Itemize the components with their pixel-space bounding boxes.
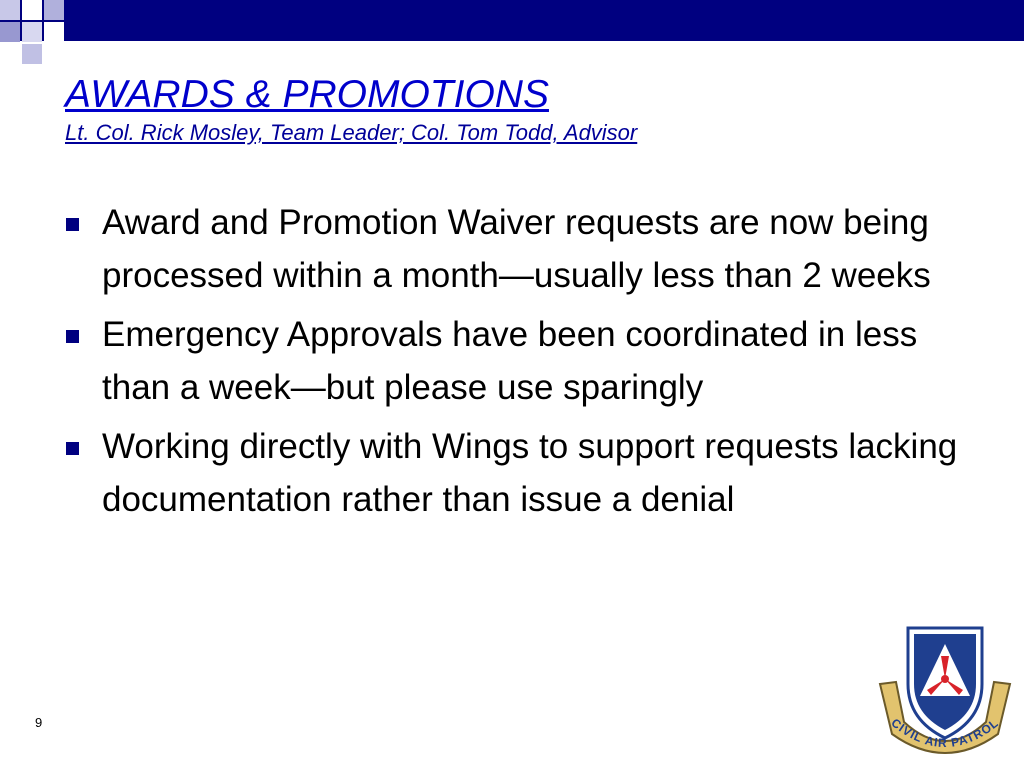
square-bullet-icon [66, 442, 79, 455]
square-bullet-icon [66, 330, 79, 343]
civil-air-patrol-emblem-icon [874, 622, 1016, 764]
deco-square [22, 22, 42, 42]
deco-square [44, 22, 64, 42]
deco-square [22, 0, 42, 20]
bullet-list [62, 196, 982, 532]
top-bar [0, 0, 1024, 41]
bullet-item [62, 308, 982, 414]
deco-square [0, 22, 20, 42]
deco-square [44, 0, 64, 20]
square-bullet-icon [66, 218, 79, 231]
bullet-item [62, 420, 982, 526]
deco-square [22, 44, 42, 64]
logo-text: CIVIL AIR PATROL [888, 715, 1002, 751]
bullet-item [62, 196, 982, 302]
slide-subtitle: Lt. Col. Rick Mosley, Team Leader; Col. Tom Todd, Advisor [65, 120, 638, 145]
page-number: 9 [35, 715, 43, 730]
bullet-text: Emergency Approvals have been coordinated in less than a week—but please use sparingly [102, 315, 918, 407]
slide-title: AWARDS & PROMOTIONS [65, 73, 549, 116]
bullet-text: Award and Promotion Waiver requests are now being processed within a month—usually less than 2 weeks [102, 203, 931, 295]
bullet-text: Working directly with Wings to support requests lacking documentation rather than issue a denial [102, 427, 958, 519]
title-block [65, 72, 965, 148]
deco-square [0, 0, 20, 20]
